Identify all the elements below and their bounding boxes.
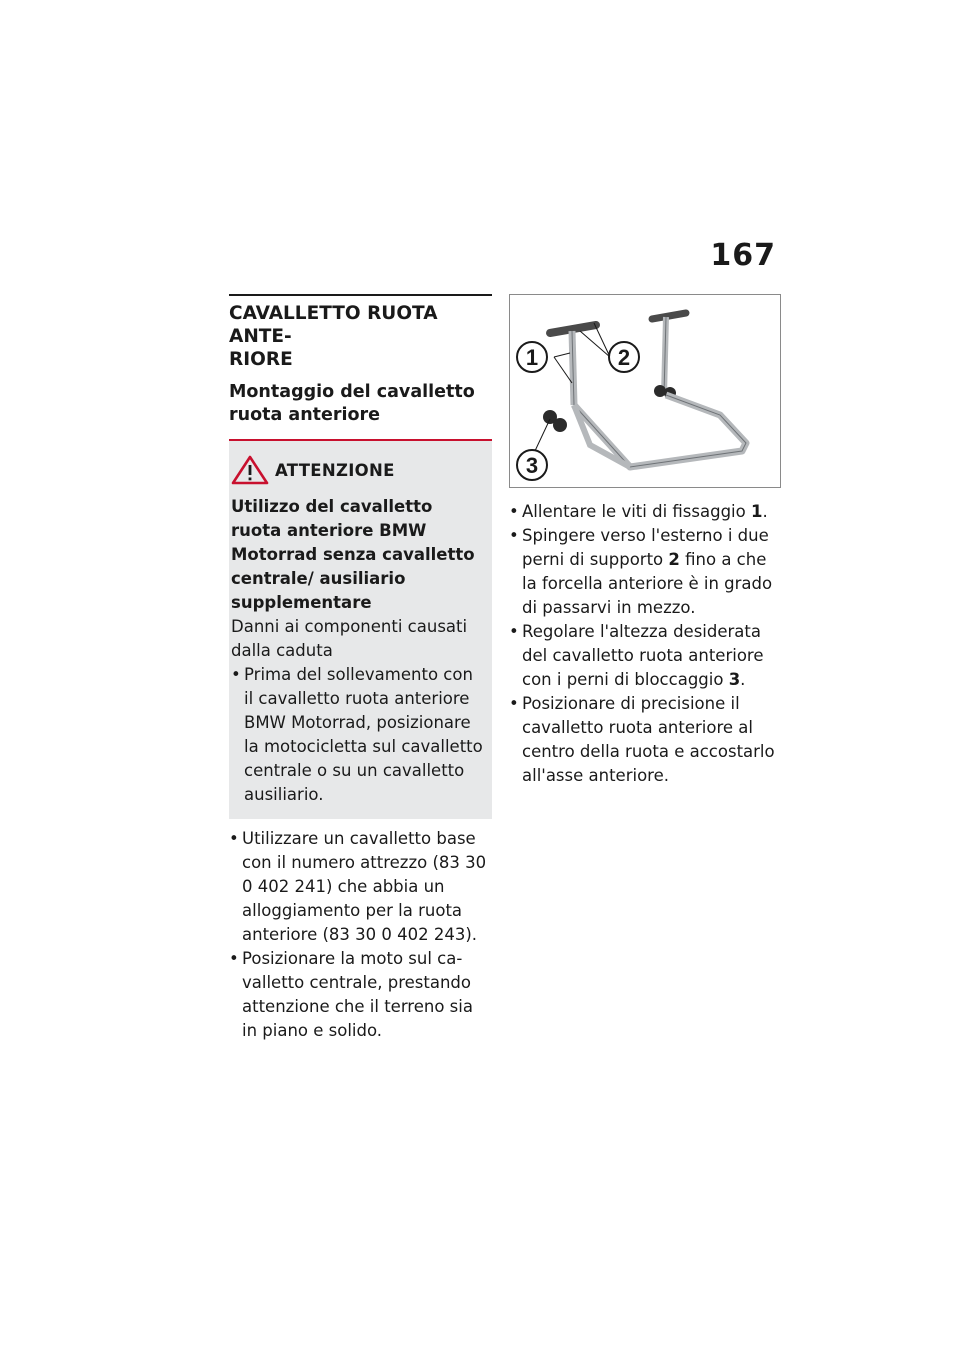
step-text-end: .: [740, 670, 746, 689]
front-stand-illustration: [509, 294, 781, 488]
warning-label: ATTENZIONE: [275, 460, 395, 480]
step-text: Allentare le viti di fissaggio: [522, 502, 751, 521]
step-text: Spingere verso l'esterno i due perni di supporto: [522, 526, 769, 569]
step-text: Posizionare di precisione il cavalletto ruota anteriore al centro della ruota e accostarlo all'asse anteriore.: [522, 694, 775, 785]
callout-1: 1: [525, 345, 539, 370]
warning-heading: Utilizzo del cavalletto ruota anteriore BMW Motorrad senza cavalletto centrale/ ausiliario supplementare: [231, 497, 475, 612]
list-item: [509, 692, 781, 788]
warning-bullet: • Prima del sollevamento con il cavalletto ruota anteriore BMW Motorrad, posizionare la motocicletta sul cavalletto centrale o su un cavalletto ausiliario.: [231, 663, 484, 807]
callout-2: 2: [617, 345, 631, 370]
warning-consequence: Danni ai componenti causati dalla caduta: [231, 617, 468, 660]
section-title-line2: RIORE: [229, 349, 293, 370]
list-item: • Utilizzare un cavalletto base con il numero attrezzo (83 30 0 402 241) che abbia un alloggiamento per la ruota anteriore (83 30 0 402 243).: [229, 827, 492, 947]
section-title: [229, 302, 492, 371]
section-title-line1: CAVALLETTO RUOTA ANTE-: [229, 303, 438, 347]
list-item: • Posizionare la moto sul ca-valletto centrale, prestando attenzione che il terreno sia in piano e solido.: [229, 947, 492, 1043]
section-rule: [229, 294, 492, 296]
list-item: [509, 524, 781, 620]
list-item: [509, 500, 781, 524]
list-item: [509, 620, 781, 692]
step-ref: 2: [668, 550, 680, 569]
warning-header: [231, 455, 484, 485]
step-text-end: .: [762, 502, 768, 521]
step-text-end: fino a che la forcella anteriore è in grado di passarvi in mezzo.: [522, 550, 773, 617]
right-step-list: [509, 500, 781, 788]
right-column: [509, 294, 781, 788]
callout-3: 3: [525, 453, 539, 478]
warning-triangle-icon: [231, 455, 269, 485]
step-ref: 3: [728, 670, 741, 689]
step-text: Regolare l'altezza desiderata del cavalletto ruota anteriore con i perni di bloccaggio: [522, 622, 764, 689]
step-ref: 1: [750, 502, 763, 521]
subsection-title: Montaggio del cavalletto ruota anteriore: [229, 382, 475, 425]
page-number: 167: [710, 238, 776, 273]
warning-box: [229, 441, 492, 819]
left-step-list: [229, 827, 492, 1043]
left-column: [229, 294, 492, 1043]
warning-list: [231, 663, 484, 807]
